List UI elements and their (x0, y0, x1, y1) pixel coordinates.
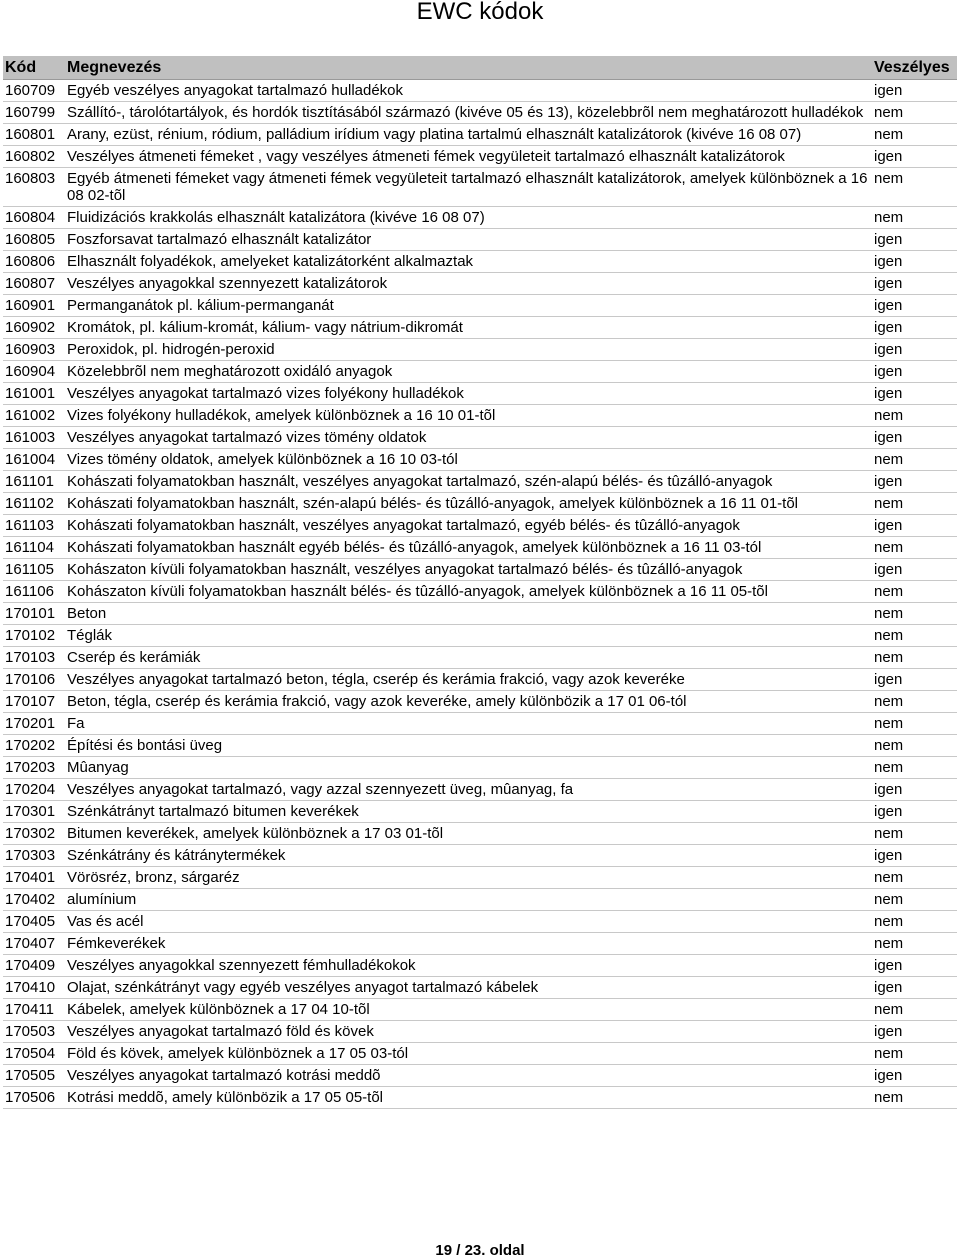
waste-code-cell: 170503 (3, 1021, 65, 1043)
hazardous-flag-cell: nem (872, 999, 957, 1021)
table-row (3, 779, 957, 801)
table-row (3, 471, 957, 493)
waste-name-cell: Elhasznált folyadékok, amelyeket katalizátorként alkalmaztak (65, 251, 872, 273)
waste-code-cell: 170204 (3, 779, 65, 801)
waste-name-cell: Arany, ezüst, rénium, ródium, palládium irídium vagy platina tartalmú elhasznált katalizátorok (kivéve 16 08 07) (65, 124, 872, 146)
table-row (3, 625, 957, 647)
table-row (3, 1087, 957, 1109)
hazardous-flag-cell: nem (872, 691, 957, 713)
waste-name-cell: Foszforsavat tartalmazó elhasznált katalizátor (65, 229, 872, 251)
waste-code-cell: 160903 (3, 339, 65, 361)
table-row (3, 955, 957, 977)
hazardous-flag-cell: igen (872, 669, 957, 691)
table-row (3, 999, 957, 1021)
waste-code-cell: 170410 (3, 977, 65, 999)
waste-code-cell: 161106 (3, 581, 65, 603)
table-row (3, 889, 957, 911)
table-row (3, 845, 957, 867)
table-row (3, 713, 957, 735)
waste-name-cell: Szállító-, tárolótartályok, és hordók tisztításából származó (kivéve 05 és 13), közelebbrõl nem meghatározott hulladékok (65, 102, 872, 124)
waste-code-cell: 170201 (3, 713, 65, 735)
waste-code-cell: 161102 (3, 493, 65, 515)
waste-name-cell: Fémkeverékek (65, 933, 872, 955)
waste-name-cell: Építési és bontási üveg (65, 735, 872, 757)
page-title: EWC kódok (416, 0, 544, 25)
waste-code-cell: 161004 (3, 449, 65, 471)
table-row (3, 427, 957, 449)
waste-code-cell: 170409 (3, 955, 65, 977)
table-row (3, 977, 957, 999)
table-row (3, 146, 957, 168)
hazardous-flag-cell: nem (872, 1087, 957, 1109)
waste-code-cell: 160709 (3, 80, 65, 102)
waste-name-cell: Veszélyes anyagokkal szennyezett fémhulladékokok (65, 955, 872, 977)
waste-name-cell: Veszélyes anyagokat tartalmazó föld és kövek (65, 1021, 872, 1043)
table-row (3, 735, 957, 757)
waste-name-cell: Föld és kövek, amelyek különböznek a 17 05 03-tól (65, 1043, 872, 1065)
hazardous-flag-cell: igen (872, 779, 957, 801)
waste-code-cell: 160806 (3, 251, 65, 273)
waste-code-cell: 170402 (3, 889, 65, 911)
waste-name-cell: Kohászaton kívüli folyamatokban használt, veszélyes anyagokat tartalmazó bélés- és tûzálló-anyagok (65, 559, 872, 581)
hazardous-flag-cell: igen (872, 471, 957, 493)
waste-code-cell: 170203 (3, 757, 65, 779)
waste-name-cell: Peroxidok, pl. hidrogén-peroxid (65, 339, 872, 361)
table-row (3, 295, 957, 317)
table-row (3, 1065, 957, 1087)
hazardous-flag-cell: igen (872, 229, 957, 251)
table-row (3, 911, 957, 933)
hazardous-flag-cell: nem (872, 102, 957, 124)
table-row (3, 581, 957, 603)
waste-code-cell: 160904 (3, 361, 65, 383)
hazardous-flag-cell: nem (872, 933, 957, 955)
table-row (3, 80, 957, 102)
waste-name-cell: Beton, tégla, cserép és kerámia frakció, vagy azok keveréke, amely különbözik a 17 01 06-tól (65, 691, 872, 713)
waste-name-cell: Fa (65, 713, 872, 735)
waste-code-cell: 170301 (3, 801, 65, 823)
hazardous-flag-cell: nem (872, 449, 957, 471)
waste-code-cell: 160799 (3, 102, 65, 124)
hazardous-flag-cell: nem (872, 207, 957, 229)
table-header-row (3, 56, 957, 80)
table-row (3, 229, 957, 251)
waste-name-cell: Szénkátrányt tartalmazó bitumen keverékek (65, 801, 872, 823)
table-row (3, 647, 957, 669)
hazardous-flag-cell: nem (872, 1043, 957, 1065)
waste-name-cell: Veszélyes anyagokat tartalmazó kotrási meddõ (65, 1065, 872, 1087)
waste-name-cell: Veszélyes anyagokat tartalmazó vizes tömény oldatok (65, 427, 872, 449)
waste-code-cell: 161002 (3, 405, 65, 427)
waste-name-cell: Kohászati folyamatokban használt, veszélyes anyagokat tartalmazó, szén-alapú bélés- és tûzálló-anyagok (65, 471, 872, 493)
waste-code-cell: 170407 (3, 933, 65, 955)
waste-code-cell: 170401 (3, 867, 65, 889)
waste-name-cell: alumínium (65, 889, 872, 911)
waste-name-cell: Beton (65, 603, 872, 625)
waste-name-cell: Vizes folyékony hulladékok, amelyek különböznek a 16 10 01-tõl (65, 405, 872, 427)
table-row (3, 317, 957, 339)
table-row (3, 251, 957, 273)
table-row (3, 493, 957, 515)
table-row (3, 168, 957, 207)
table-row (3, 405, 957, 427)
hazardous-flag-cell: igen (872, 251, 957, 273)
table-row (3, 361, 957, 383)
waste-code-cell: 161103 (3, 515, 65, 537)
column-header-kod: Kód (3, 56, 65, 80)
waste-code-cell: 160803 (3, 168, 65, 207)
waste-code-cell: 170106 (3, 669, 65, 691)
hazardous-flag-cell: igen (872, 801, 957, 823)
waste-name-cell: Egyéb veszélyes anyagokat tartalmazó hulladékok (65, 80, 872, 102)
waste-code-cell: 161101 (3, 471, 65, 493)
waste-name-cell: Vizes tömény oldatok, amelyek különböznek a 16 10 03-tól (65, 449, 872, 471)
waste-code-cell: 170101 (3, 603, 65, 625)
hazardous-flag-cell: nem (872, 124, 957, 146)
table-row (3, 867, 957, 889)
hazardous-flag-cell: igen (872, 955, 957, 977)
waste-code-cell: 160807 (3, 273, 65, 295)
waste-code-cell: 170506 (3, 1087, 65, 1109)
hazardous-flag-cell: igen (872, 1021, 957, 1043)
waste-name-cell: Egyéb átmeneti fémeket vagy átmeneti fémek vegyületeit tartalmazó elhasznált katalizátorok, amelyek különböznek a 16 08 02-tõl (65, 168, 872, 207)
waste-code-cell: 160801 (3, 124, 65, 146)
waste-name-cell: Téglák (65, 625, 872, 647)
waste-code-cell: 160902 (3, 317, 65, 339)
table-row (3, 1043, 957, 1065)
waste-code-cell: 160802 (3, 146, 65, 168)
waste-name-cell: Fluidizációs krakkolás elhasznált katalizátora (kivéve 16 08 07) (65, 207, 872, 229)
waste-name-cell: Kotrási meddõ, amely különbözik a 17 05 05-tõl (65, 1087, 872, 1109)
hazardous-flag-cell: nem (872, 537, 957, 559)
table-row (3, 933, 957, 955)
table-row (3, 449, 957, 471)
hazardous-flag-cell: igen (872, 383, 957, 405)
waste-code-cell: 161003 (3, 427, 65, 449)
table-row (3, 207, 957, 229)
waste-name-cell: Kromátok, pl. kálium-kromát, kálium- vagy nátrium-dikromát (65, 317, 872, 339)
hazardous-flag-cell: nem (872, 713, 957, 735)
hazardous-flag-cell: igen (872, 339, 957, 361)
hazardous-flag-cell: nem (872, 889, 957, 911)
waste-name-cell: Vas és acél (65, 911, 872, 933)
hazardous-flag-cell: nem (872, 581, 957, 603)
hazardous-flag-cell: nem (872, 493, 957, 515)
hazardous-flag-cell: igen (872, 845, 957, 867)
waste-name-cell: Veszélyes átmeneti fémeket , vagy veszélyes átmeneti fémek vegyületeit tartalmazó elhasznált katalizátorok (65, 146, 872, 168)
waste-code-cell: 170302 (3, 823, 65, 845)
hazardous-flag-cell: igen (872, 146, 957, 168)
waste-name-cell: Mûanyag (65, 757, 872, 779)
hazardous-flag-cell: igen (872, 427, 957, 449)
waste-code-cell: 161001 (3, 383, 65, 405)
hazardous-flag-cell: nem (872, 405, 957, 427)
table-row (3, 339, 957, 361)
table-row (3, 124, 957, 146)
waste-name-cell: Veszélyes anyagokat tartalmazó beton, tégla, cserép és kerámia frakció, vagy azok keveréke (65, 669, 872, 691)
hazardous-flag-cell: igen (872, 273, 957, 295)
hazardous-flag-cell: igen (872, 559, 957, 581)
hazardous-flag-cell: nem (872, 867, 957, 889)
waste-name-cell: Veszélyes anyagokkal szennyezett katalizátorok (65, 273, 872, 295)
waste-name-cell: Közelebbrõl nem meghatározott oxidáló anyagok (65, 361, 872, 383)
waste-name-cell: Vörösréz, bronz, sárgaréz (65, 867, 872, 889)
waste-name-cell: Veszélyes anyagokat tartalmazó vizes folyékony hulladékok (65, 383, 872, 405)
waste-code-cell: 160805 (3, 229, 65, 251)
waste-code-cell: 170505 (3, 1065, 65, 1087)
hazardous-flag-cell: nem (872, 757, 957, 779)
hazardous-flag-cell: igen (872, 515, 957, 537)
waste-code-cell: 170504 (3, 1043, 65, 1065)
hazardous-flag-cell: igen (872, 317, 957, 339)
hazardous-flag-cell: igen (872, 295, 957, 317)
waste-code-cell: 170102 (3, 625, 65, 647)
waste-code-cell: 170411 (3, 999, 65, 1021)
waste-name-cell: Veszélyes anyagokat tartalmazó, vagy azzal szennyezett üveg, mûanyag, fa (65, 779, 872, 801)
waste-code-cell: 160804 (3, 207, 65, 229)
hazardous-flag-cell: igen (872, 1065, 957, 1087)
waste-name-cell: Bitumen keverékek, amelyek különböznek a 17 03 01-tõl (65, 823, 872, 845)
hazardous-flag-cell: nem (872, 823, 957, 845)
waste-name-cell: Kohászati folyamatokban használt, veszélyes anyagokat tartalmazó, egyéb bélés- és tûzálló-anyagok (65, 515, 872, 537)
table-row (3, 273, 957, 295)
column-header-megnevezes: Megnevezés (65, 56, 872, 80)
ewc-code-table (3, 56, 957, 1109)
waste-name-cell: Permanganátok pl. kálium-permanganát (65, 295, 872, 317)
hazardous-flag-cell: igen (872, 80, 957, 102)
table-row (3, 691, 957, 713)
waste-code-cell: 161105 (3, 559, 65, 581)
table-row (3, 757, 957, 779)
table-row (3, 537, 957, 559)
waste-name-cell: Kohászati folyamatokban használt, szén-alapú bélés- és tûzálló-anyagok, amelyek különböznek a 16 11 01-tõl (65, 493, 872, 515)
table-row (3, 515, 957, 537)
hazardous-flag-cell: nem (872, 911, 957, 933)
hazardous-flag-cell: nem (872, 647, 957, 669)
table-row (3, 559, 957, 581)
table-row (3, 669, 957, 691)
hazardous-flag-cell: igen (872, 361, 957, 383)
table-row (3, 102, 957, 124)
waste-name-cell: Szénkátrány és kátránytermékek (65, 845, 872, 867)
table-row (3, 823, 957, 845)
hazardous-flag-cell: nem (872, 603, 957, 625)
waste-code-cell: 170303 (3, 845, 65, 867)
table-row (3, 1021, 957, 1043)
table-row (3, 383, 957, 405)
waste-code-cell: 161104 (3, 537, 65, 559)
table-row (3, 603, 957, 625)
hazardous-flag-cell: nem (872, 735, 957, 757)
waste-name-cell: Cserép és kerámiák (65, 647, 872, 669)
table-row (3, 801, 957, 823)
waste-name-cell: Olajat, szénkátrányt vagy egyéb veszélyes anyagot tartalmazó kábelek (65, 977, 872, 999)
waste-code-cell: 170103 (3, 647, 65, 669)
hazardous-flag-cell: nem (872, 168, 957, 207)
hazardous-flag-cell: nem (872, 625, 957, 647)
table-body (3, 80, 957, 1109)
hazardous-flag-cell: igen (872, 977, 957, 999)
waste-name-cell: Kábelek, amelyek különböznek a 17 04 10-tõl (65, 999, 872, 1021)
waste-code-cell: 170202 (3, 735, 65, 757)
waste-name-cell: Kohászaton kívüli folyamatokban használt bélés- és tûzálló-anyagok, amelyek különböznek a 16 11 05-tõl (65, 581, 872, 603)
waste-code-cell: 160901 (3, 295, 65, 317)
waste-code-cell: 170405 (3, 911, 65, 933)
column-header-veszelyes: Veszélyes (872, 56, 957, 80)
page-number: 19 / 23. oldal (435, 1242, 525, 1259)
waste-code-cell: 170107 (3, 691, 65, 713)
waste-name-cell: Kohászati folyamatokban használt egyéb bélés- és tûzálló-anyagok, amelyek különböznek a 16 11 03-tól (65, 537, 872, 559)
